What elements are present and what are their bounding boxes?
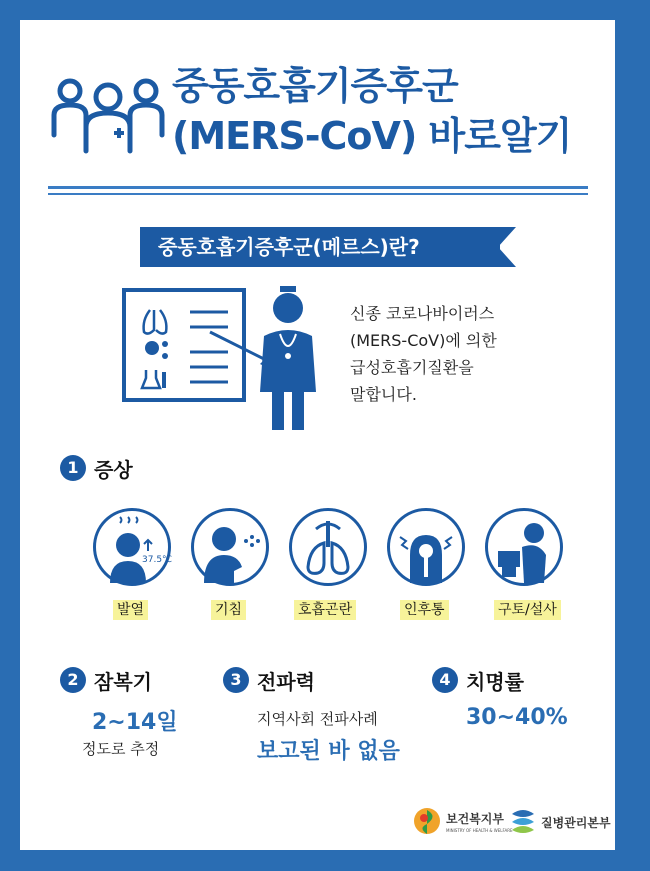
section-banner: 중동호흡기증후군(메르스)란? [140, 227, 500, 267]
page-title-line2: (MERS-CoV) 바로알기 [172, 114, 572, 158]
dyspnea-circle [289, 508, 367, 586]
sore-throat-circle [387, 508, 465, 586]
incubation-note: 정도로 추정 [82, 740, 160, 758]
sore-throat-icon [390, 511, 462, 583]
doctor-presentation-icon [120, 272, 330, 432]
kcdc-logo-icon [508, 806, 538, 836]
symptom-label-dyspnea: 호흡곤란 [294, 600, 356, 620]
vomiting-circle [485, 508, 563, 586]
incubation-number: 2 [60, 667, 86, 693]
transmission-value: 보고된 바 없음 [257, 739, 400, 764]
incubation-value: 2~14일 [92, 710, 178, 735]
fever-circle [93, 508, 171, 586]
kcdc-logo-text: 질병관리본부 [541, 816, 611, 830]
cough-circle [191, 508, 269, 586]
incubation-title: 잠복기 [94, 670, 152, 694]
definition-line: 말합니다. [350, 385, 417, 404]
fatality-title: 치명률 [466, 670, 524, 694]
fatality-value: 30~40% [466, 705, 568, 730]
divider-top [48, 186, 588, 189]
transmission-note: 지역사회 전파사례 [257, 710, 378, 728]
fever-temperature: 37.5℃ [142, 555, 173, 565]
transmission-number: 3 [223, 667, 249, 693]
symptom-label-vomiting: 구토/설사 [494, 600, 561, 620]
definition-line: 신종 코로나바이러스 [350, 304, 495, 323]
fatality-number: 4 [432, 667, 458, 693]
symptom-label-cough: 기침 [211, 600, 246, 620]
definition-text [350, 300, 497, 408]
page-title-line1: 중동호흡기증후군 [172, 64, 458, 108]
poster [20, 20, 615, 850]
symptoms-number: 1 [60, 455, 86, 481]
symptom-label-fever: 발열 [113, 600, 148, 620]
medical-staff-icon [48, 75, 168, 155]
transmission-title: 전파력 [257, 670, 315, 694]
definition-line: 급성호흡기질환을 [350, 358, 474, 377]
dyspnea-lungs-icon [292, 511, 364, 583]
ministry-logo-subtext: MINISTRY OF HEALTH & WELFARE [446, 828, 513, 833]
definition-line: (MERS-CoV)에 의한 [350, 331, 497, 350]
vomiting-diarrhea-icon [488, 511, 560, 583]
banner-tail [498, 227, 516, 267]
cough-icon [194, 511, 266, 583]
symptom-label-sore-throat: 인후통 [400, 600, 449, 620]
fever-icon [96, 511, 168, 583]
symptoms-title: 증상 [94, 458, 133, 482]
ministry-logo-icon [412, 806, 442, 836]
ministry-logo-text: 보건복지부 [446, 812, 504, 826]
divider-bottom [48, 193, 588, 195]
